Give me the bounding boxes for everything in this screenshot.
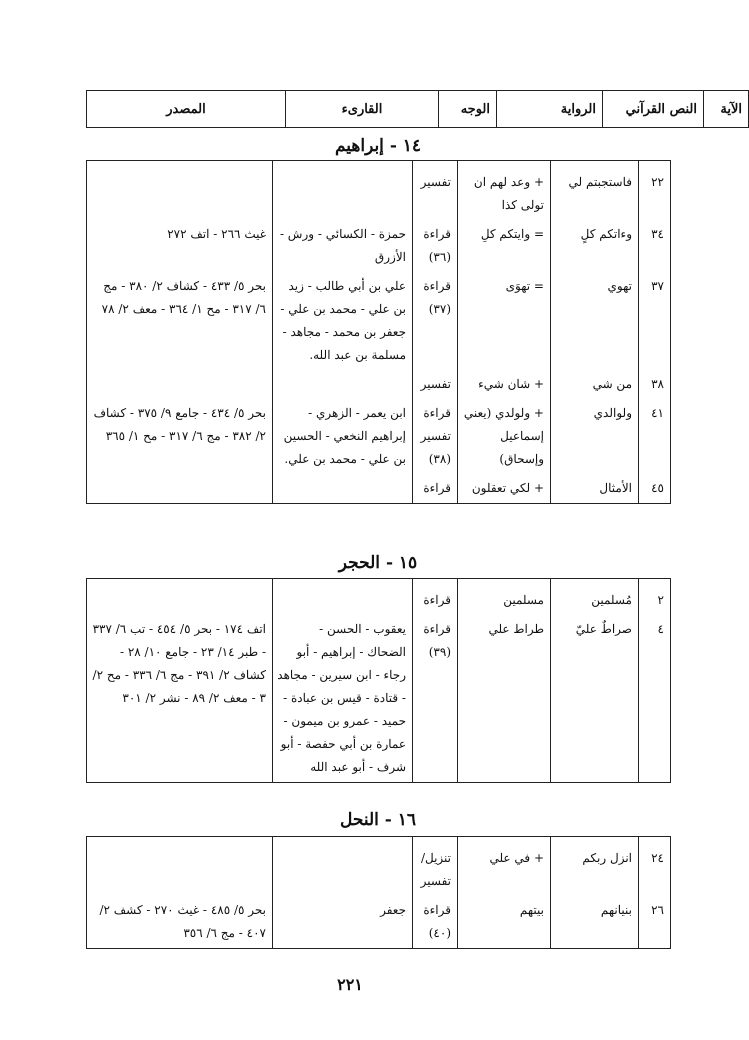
cell-aya: ٢٦ [639, 896, 671, 949]
cell-riwaya: = وايتكم كلِ [458, 220, 551, 272]
table-header [86, 90, 749, 128]
header-masdar: المصدر [87, 91, 286, 128]
table-row [87, 474, 671, 504]
table-row [87, 579, 671, 616]
cell-masdar [87, 161, 273, 221]
cell-wajh: قراءة [413, 579, 458, 616]
cell-qari [273, 474, 413, 504]
cell-riwaya: + ولولدي (يعني إسماعيل وإسحاق) [458, 399, 551, 474]
cell-riwaya: + وعد لهم ان تولى كذا [458, 161, 551, 221]
cell-nass: وءاتكم كلٍ [551, 220, 639, 272]
cell-masdar: بحر ٥/ ٤٣٤ - جامع ٩/ ٣٧٥ - كشاف ٢/ ٣٨٢ - مج ٦/ ٣١٧ - مح ١/ ٣٦٥ [87, 399, 273, 474]
section-title: ١٦ - النحل [339, 810, 417, 830]
cell-wajh: تفسير [413, 370, 458, 399]
cell-aya: ٤٥ [639, 474, 671, 504]
table-row [87, 399, 671, 474]
cell-masdar [87, 474, 273, 504]
page-number: ٢٢١ [337, 975, 363, 994]
cell-aya: ٣٨ [639, 370, 671, 399]
cell-aya: ٤١ [639, 399, 671, 474]
cell-qari: ابن يعمر - الزهري - إبراهيم النخعي - الحسين بن علي - محمد بن علي. [273, 399, 413, 474]
header-qari: القارىء [286, 91, 439, 128]
cell-wajh: قراءة تفسير (٣٨) [413, 399, 458, 474]
cell-riwaya: + شان شيء [458, 370, 551, 399]
cell-qari: حمزة - الكسائي - ورش - الأزرق [273, 220, 413, 272]
section-table [86, 836, 671, 949]
cell-qari [273, 370, 413, 399]
cell-riwaya: + في علي [458, 837, 551, 897]
cell-masdar: غيث ٢٦٦ - اتف ٢٧٢ [87, 220, 273, 272]
cell-riwaya: طراط علي [458, 615, 551, 783]
section-table [86, 160, 671, 504]
cell-wajh: تنزيل/ تفسير [413, 837, 458, 897]
table-row [87, 220, 671, 272]
cell-masdar: بحر ٥/ ٤٣٣ - كشاف ٢/ ٣٨٠ - مج ٦/ ٣١٧ - مح ١/ ٣٦٤ - معف ٢/ ٧٨ [87, 272, 273, 370]
cell-qari: يعقوب - الحسن - الضحاك - إبراهيم - أبو رجاء - ابن سيرين - مجاهد - قتادة - قيس بن عبادة - حميد - عمرو بن ميمون - عمارة بن أبي حفصة - أبو شرف - أبو عبد الله [273, 615, 413, 783]
table-row [87, 837, 671, 897]
cell-qari: جعفر [273, 896, 413, 949]
table-row [87, 896, 671, 949]
header-riwaya: الرواية [497, 91, 603, 128]
section-title: ١٥ - الحجر [338, 553, 418, 573]
cell-riwaya: بيتهم [458, 896, 551, 949]
cell-masdar [87, 370, 273, 399]
cell-wajh: تفسير [413, 161, 458, 221]
cell-riwaya: + لكي تعقلون [458, 474, 551, 504]
cell-nass: ولوالدي [551, 399, 639, 474]
cell-aya: ٣٧ [639, 272, 671, 370]
cell-nass: مُسلمين [551, 579, 639, 616]
header-aya: الآية [704, 91, 749, 128]
cell-qari [273, 579, 413, 616]
cell-nass: بنيانهم [551, 896, 639, 949]
header-nass: النص القرآني [603, 91, 704, 128]
cell-aya: ٤ [639, 615, 671, 783]
table-row [87, 615, 671, 783]
section-table [86, 578, 671, 783]
cell-masdar: اتف ١٧٤ - بحر ٥/ ٤٥٤ - تب ٦/ ٣٣٧ - طبر ١٤/ ٢٣ - جامع ١٠/ ٢٨ - كشاف ٢/ ٣٩١ - مج ٦/ ٣٣٦ - مح ٢/ ٣ - معف ٢/ ٨٩ - نشر ٢/ ٣٠١ [87, 615, 273, 783]
cell-riwaya: = تهوَى [458, 272, 551, 370]
cell-qari [273, 161, 413, 221]
cell-wajh: قراءة (٣٧) [413, 272, 458, 370]
cell-aya: ٣٤ [639, 220, 671, 272]
cell-aya: ٢٤ [639, 837, 671, 897]
cell-qari: علي بن أبي طالب - زيد بن علي - محمد بن علي - جعفر بن محمد - مجاهد - مسلمة بن عبد الله. [273, 272, 413, 370]
cell-wajh: قراءة (٣٦) [413, 220, 458, 272]
section-title: ١٤ - إبراهيم [334, 136, 422, 156]
table-row [87, 370, 671, 399]
cell-nass: تهوي [551, 272, 639, 370]
cell-nass: صراطٌ عليّ [551, 615, 639, 783]
cell-aya: ٢ [639, 579, 671, 616]
cell-nass: الأمثال [551, 474, 639, 504]
cell-nass: فاستجبتم لي [551, 161, 639, 221]
cell-wajh: قراءة (٤٠) [413, 896, 458, 949]
cell-riwaya: مسلمين [458, 579, 551, 616]
cell-masdar: بحر ٥/ ٤٨٥ - غيث ٢٧٠ - كشف ٢/ ٤٠٧ - مج ٦/ ٣٥٦ [87, 896, 273, 949]
cell-wajh: قراءة [413, 474, 458, 504]
table-row [87, 161, 671, 221]
cell-nass: من شي [551, 370, 639, 399]
cell-masdar [87, 837, 273, 897]
cell-qari [273, 837, 413, 897]
table-row [87, 272, 671, 370]
cell-wajh: قراءة (٣٩) [413, 615, 458, 783]
cell-aya: ٢٢ [639, 161, 671, 221]
cell-nass: انزل ربكم [551, 837, 639, 897]
header-wajh: الوجه [439, 91, 497, 128]
cell-masdar [87, 579, 273, 616]
